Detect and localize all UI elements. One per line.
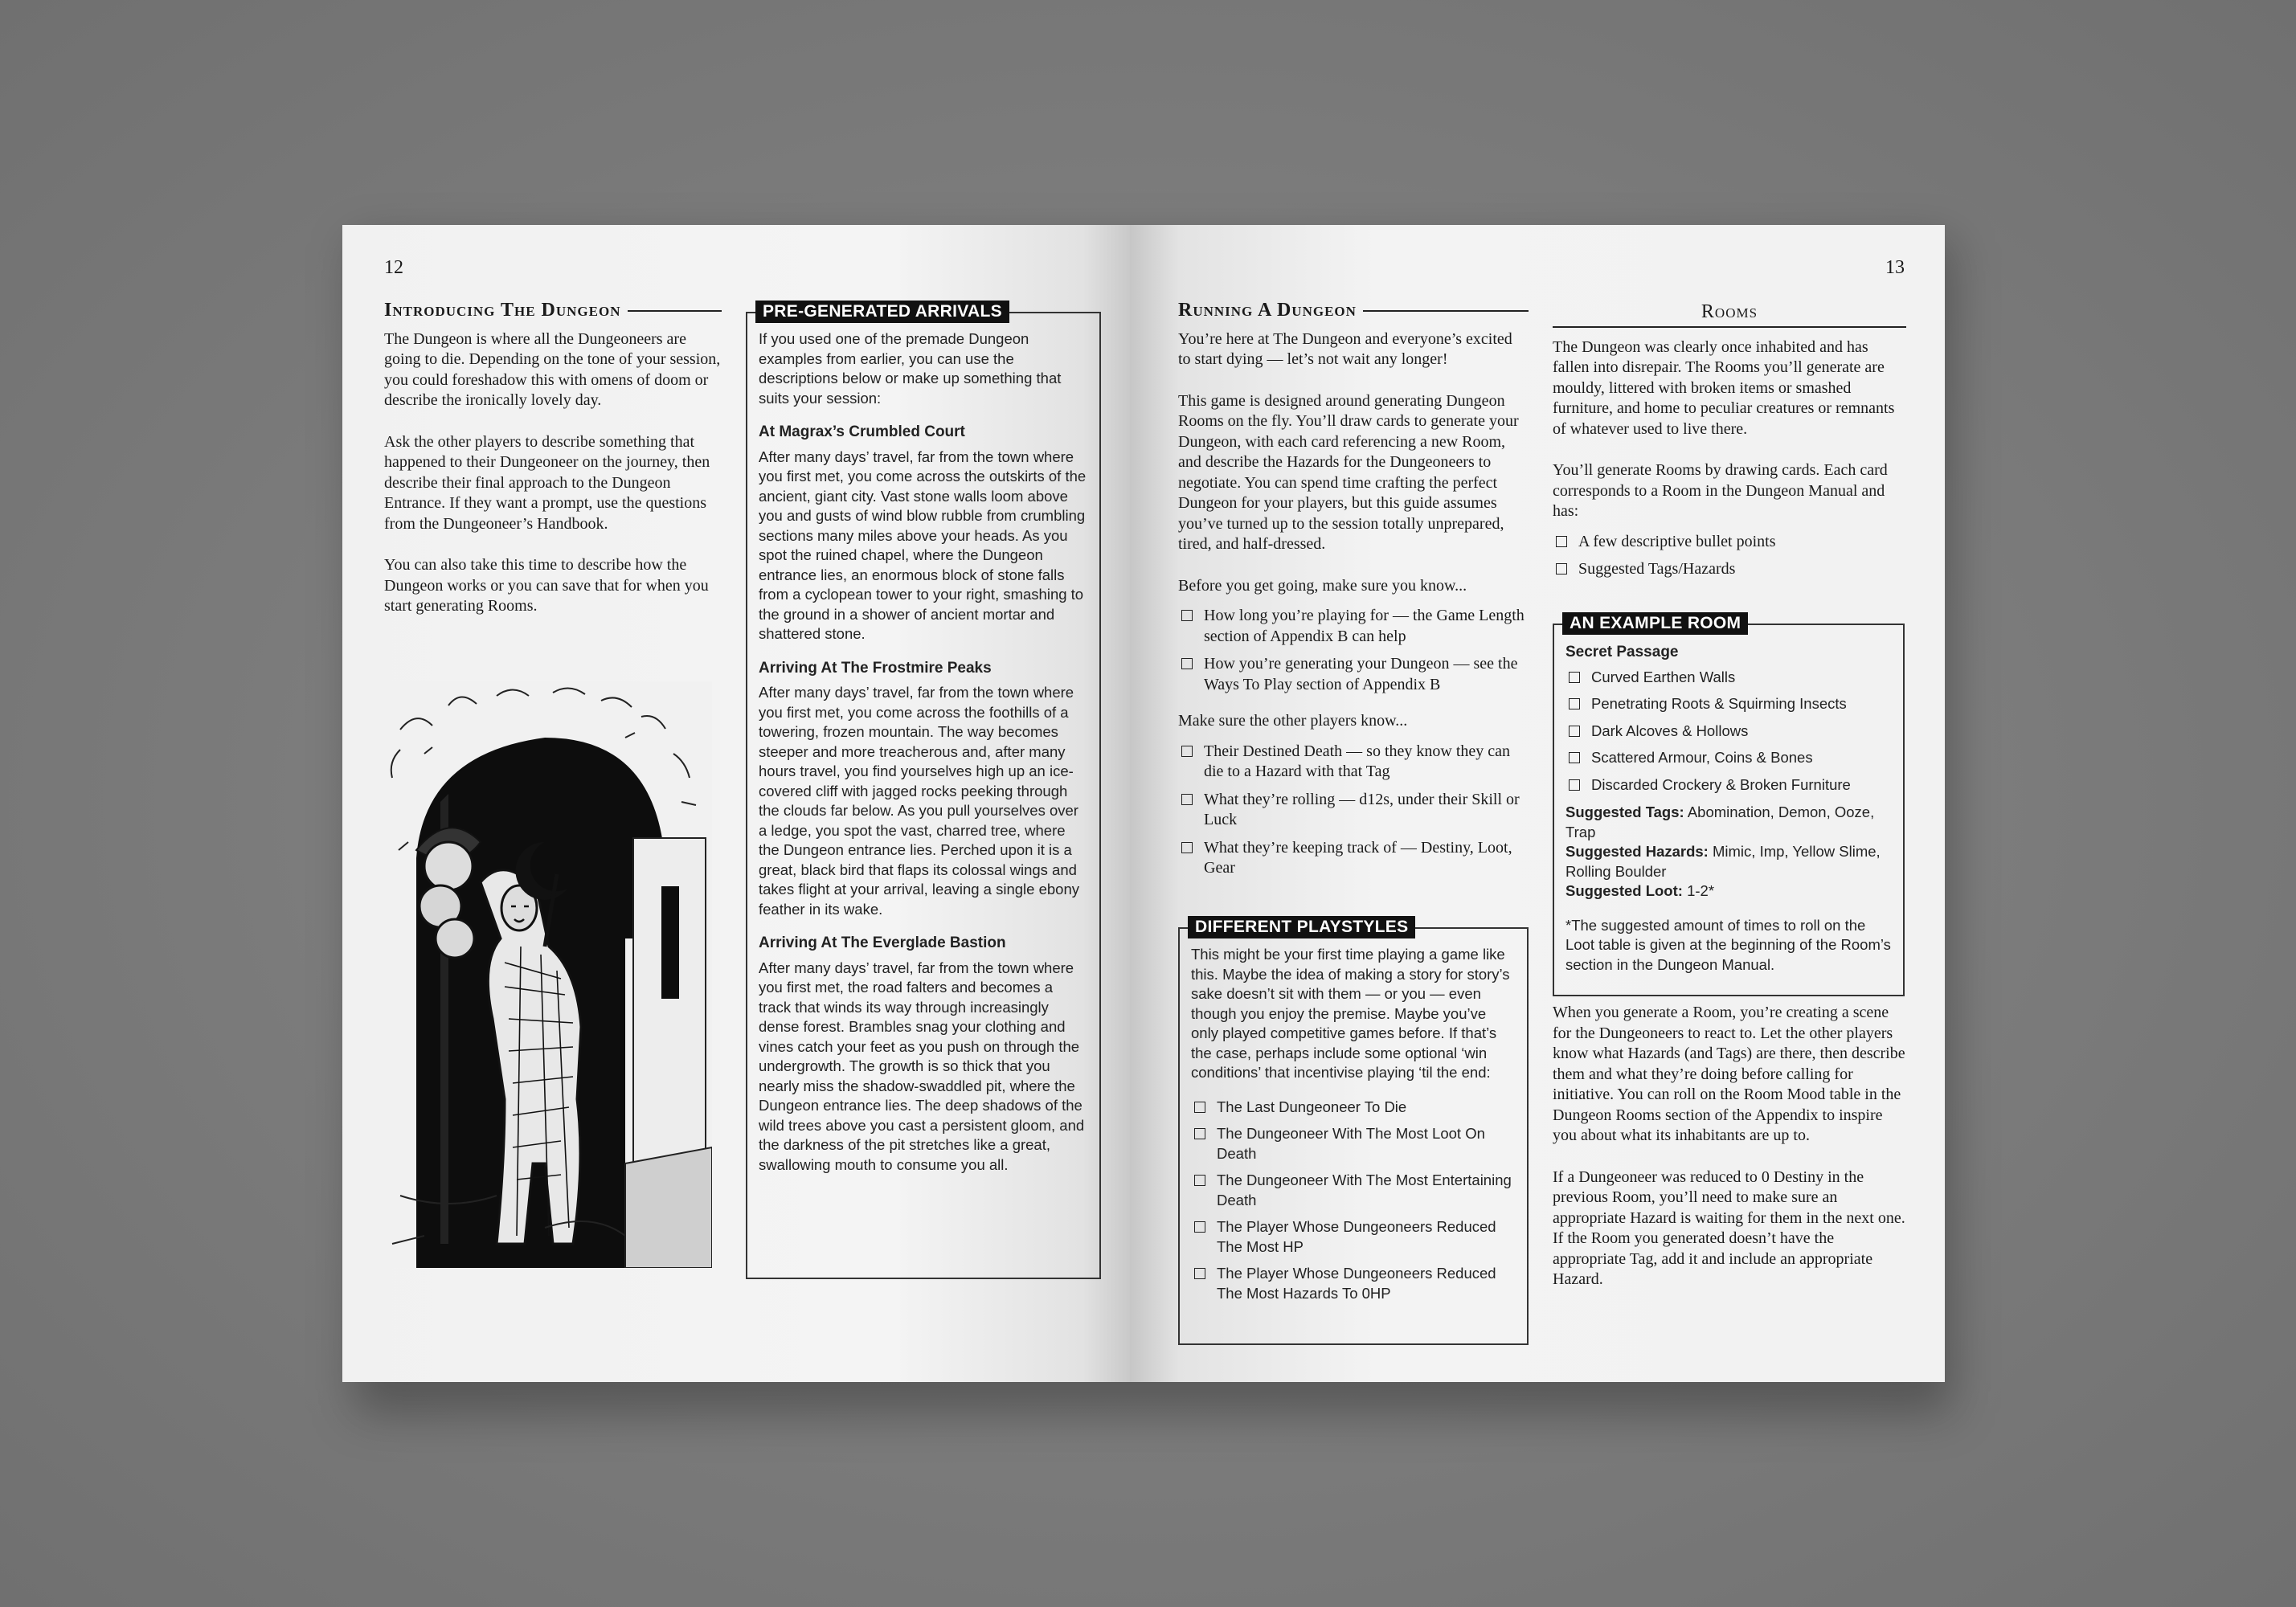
intro-paragraph: The Dungeon is where all the Dungeoneers are going to die. Depending on the tone of your session, you could foreshadow this with omens of doom or describe the ironically lovely day. xyxy=(384,329,721,409)
example-room-name: Secret Passage xyxy=(1565,644,1679,660)
different-playstyles-box xyxy=(1178,918,1529,1345)
rooms-paragraph: You’ll generate Rooms by drawing cards. Each card corresponds to a Room in the Dungeon Manual and has: xyxy=(1553,461,1888,520)
checkbox-icon xyxy=(1194,1175,1205,1186)
rooms-checklist xyxy=(1553,532,1906,580)
checkbox-icon xyxy=(1181,794,1193,805)
arrival-text: After many days’ travel, far from the town where you first met, the road falters and becomes a track that winds its way through increasingly dense forest. Brambles snag your clothing and vines catch your feet as you push on through the undergrowth. The growth is so thick that you nearly miss the shadow-swaddled pit, where the Dungeon entrance lies. The deep shadows of the wild trees above you cast a persistent gloom, and the darkness of the pit stretches like a great, swallowing mouth to consume you all. xyxy=(759,959,1085,1173)
arrival-text: After many days’ travel, far from the town where you first met, you come across the foothills of a towering, frozen mountain. The way becomes steeper and more treacherous and, after many hours travel, you find yourselves high up an ice-covered cliff with jagged rocks peeking through the clouds far below. As you pull yourselves over a ledge, you spot the vast, charred tree, where the Dungeon entrance lies. Perched upon it is a great, black bird that flaps its colossal wings and takes flight at your arrival, leaving a single ebony feather in its wake. xyxy=(759,684,1079,918)
example-room-box xyxy=(1553,614,1905,996)
arrival-heading: Arriving At The Everglade Bastion xyxy=(759,934,1006,951)
checklist-item: Suggested Tags/Hazards xyxy=(1553,559,1906,580)
rooms-paragraph: When you generate a Room, you’re creating a scene for the Dungeoneers to react to. Let the other players know what Hazards (and Tags) are there, then describe them and what they’re doing before calling for initiative. You can roll on the Room Mood table in the Dungeon Rooms section of the Appendix to inspire you about what its inhabitants are up to. xyxy=(1553,1004,1905,1144)
page-number-right: 13 xyxy=(1885,257,1905,278)
suggested-tags: Suggested Tags: Abomination, Demon, Ooze, Trap xyxy=(1565,804,1875,840)
checkbox-icon xyxy=(1194,1102,1205,1113)
checkbox-icon xyxy=(1181,610,1193,621)
checklist-item: Dark Alcoves & Hollows xyxy=(1565,722,1892,742)
running-paragraph: This game is designed around generating Dungeon Rooms on the fly. You’ll draw cards to generate your Dungeon, with each card referencing a new Room, and describe the Hazards for the Dungeoneers to negotiate. You can spend time crafting the perfect Dungeon for your players, but this guide assumes you’ve turned up to the session totally unprepared, tired, and half-dressed. xyxy=(1178,391,1519,553)
suggested-hazards: Suggested Hazards: Mimic, Imp, Yellow Slime, Rolling Boulder xyxy=(1565,843,1881,880)
intro-paragraph: You can also take this time to describe how the Dungeon works or you can save that for when you start generating Rooms. xyxy=(384,556,709,615)
checkbox-icon xyxy=(1569,726,1580,737)
example-room-box-title: AN EXAMPLE ROOM xyxy=(1562,612,1748,635)
playstyles-box-title: DIFFERENT PLAYSTYLES xyxy=(1188,916,1415,938)
dungeon-dweller-illustration xyxy=(384,681,712,1268)
checklist-item: How you’re generating your Dungeon — see the Ways To Play section of Appendix B xyxy=(1178,654,1529,695)
checklist-item: The Dungeoneer With The Most Entertaining Death xyxy=(1191,1171,1516,1210)
players-checklist xyxy=(1178,742,1529,879)
checklist-item: Scattered Armour, Coins & Bones xyxy=(1565,748,1892,768)
checklist-item: The Player Whose Dungeoneers Reduced The Most Hazards To 0HP xyxy=(1191,1264,1516,1303)
checklist-item: Curved Earthen Walls xyxy=(1565,668,1892,688)
checklist-item: What they’re rolling — d12s, under their Skill or Luck xyxy=(1178,790,1529,831)
checkbox-icon xyxy=(1194,1221,1205,1233)
checkbox-icon xyxy=(1569,672,1580,683)
arrival-heading: At Magrax’s Crumbled Court xyxy=(759,423,965,440)
checkbox-icon xyxy=(1556,536,1567,547)
checkbox-icon xyxy=(1569,752,1580,763)
checklist-item: What they’re keeping track of — Destiny, Loot, Gear xyxy=(1178,838,1529,879)
arrivals-box-title: PRE-GENERATED ARRIVALS xyxy=(755,301,1009,323)
checklist-item: The Player Whose Dungeoneers Reduced The Most HP xyxy=(1191,1217,1516,1257)
left-page xyxy=(342,225,1130,1382)
arrival-heading: Arriving At The Frostmire Peaks xyxy=(759,659,992,677)
checkbox-icon xyxy=(1194,1268,1205,1279)
arrival-text: After many days’ travel, far from the town where you first met, you come across the outskirts of the ancient, giant city. Vast stone walls loom above you and gusts of wind blow rubble from crumbling sections many miles above your heads. As you spot the ruined chapel, where the Dungeon entrance lies, an enormous block of stone falls from a cyclopean tower to your right, smashing to the ground in a shower of ancient mortar and shattered stone. xyxy=(759,448,1087,642)
arrivals-intro: If you used one of the premade Dungeon examples from earlier, you can use the descriptions below or make up something that suits your session: xyxy=(759,330,1062,407)
checklist-item: Discarded Crockery & Broken Furniture xyxy=(1565,775,1892,795)
checklist-item: Their Destined Death — so they know they can die to a Hazard with that Tag xyxy=(1178,742,1529,783)
pre-generated-arrivals-box xyxy=(746,302,1101,1279)
rooms-heading: Rooms xyxy=(1553,302,1906,328)
know-intro: Before you get going, make sure you know... xyxy=(1178,576,1467,595)
example-room-features xyxy=(1565,668,1892,795)
right-page xyxy=(1130,225,1945,1382)
rooms-column xyxy=(1553,302,1906,596)
intro-column xyxy=(384,301,722,638)
rooms-paragraph: If a Dungeoneer was reduced to 0 Destiny in the previous Room, you’ll need to make sure an appropriate Hazard is waiting for them in the next one. If the Room you generated doesn’t have the appropriate Tag, add it and include an appropriate Hazard. xyxy=(1553,1167,1905,1288)
page-number-left: 12 xyxy=(384,257,403,278)
checkbox-icon xyxy=(1569,698,1580,709)
checklist-item: Penetrating Roots & Squirming Insects xyxy=(1565,694,1892,714)
checklist-item: The Last Dungeoneer To Die xyxy=(1191,1098,1516,1118)
suggested-loot: Suggested Loot: 1-2* xyxy=(1565,882,1715,899)
checkbox-icon xyxy=(1569,779,1580,791)
checkbox-icon xyxy=(1194,1128,1205,1139)
intro-heading: Introducing The Dungeon xyxy=(384,301,722,321)
checkbox-icon xyxy=(1181,746,1193,757)
win-conditions-list xyxy=(1191,1098,1516,1304)
running-heading: Running A Dungeon xyxy=(1178,301,1529,321)
checkbox-icon xyxy=(1181,842,1193,853)
checkbox-icon xyxy=(1181,658,1193,669)
checklist-item: The Dungeoneer With The Most Loot On Death xyxy=(1191,1124,1516,1163)
rooms-paragraph: The Dungeon was clearly once inhabited and has fallen into disrepair. The Rooms you’ll generate are mouldy, littered with broken items or smashed furniture, and home to peculiar creatures or remnants of whatever used to live there. xyxy=(1553,337,1895,438)
running-paragraph: You’re here at The Dungeon and everyone’s excited to start dying — let’s not wait any longer! xyxy=(1178,329,1512,368)
players-intro: Make sure the other players know... xyxy=(1178,712,1408,730)
know-checklist xyxy=(1178,606,1529,695)
loot-footnote: *The suggested amount of times to roll on the Loot table is given at the beginning of the Room’s section in the Dungeon Manual. xyxy=(1565,916,1891,973)
intro-paragraph: Ask the other players to describe something that happened to their Dungeoneer on the journey, then describe their final approach to the Dungeon Entrance. If they want a prompt, use the questions from the Dungeoneer’s Handbook. xyxy=(384,432,710,533)
checklist-item: How long you’re playing for — the Game Length section of Appendix B can help xyxy=(1178,606,1529,647)
running-column xyxy=(1178,301,1529,895)
checkbox-icon xyxy=(1556,563,1567,575)
playstyles-text: This might be your first time playing a game like this. Maybe the idea of making a story for story’s sake doesn’t sit with them — or you — even though you enjoy the premise. Maybe you’ve only played competitive games before. If that’s the case, perhaps include some optional ‘win conditions’ that incentivise playing ‘til the end: xyxy=(1191,946,1510,1081)
rooms-after-column xyxy=(1553,1003,1906,1311)
checklist-item: A few descriptive bullet points xyxy=(1553,532,1906,553)
